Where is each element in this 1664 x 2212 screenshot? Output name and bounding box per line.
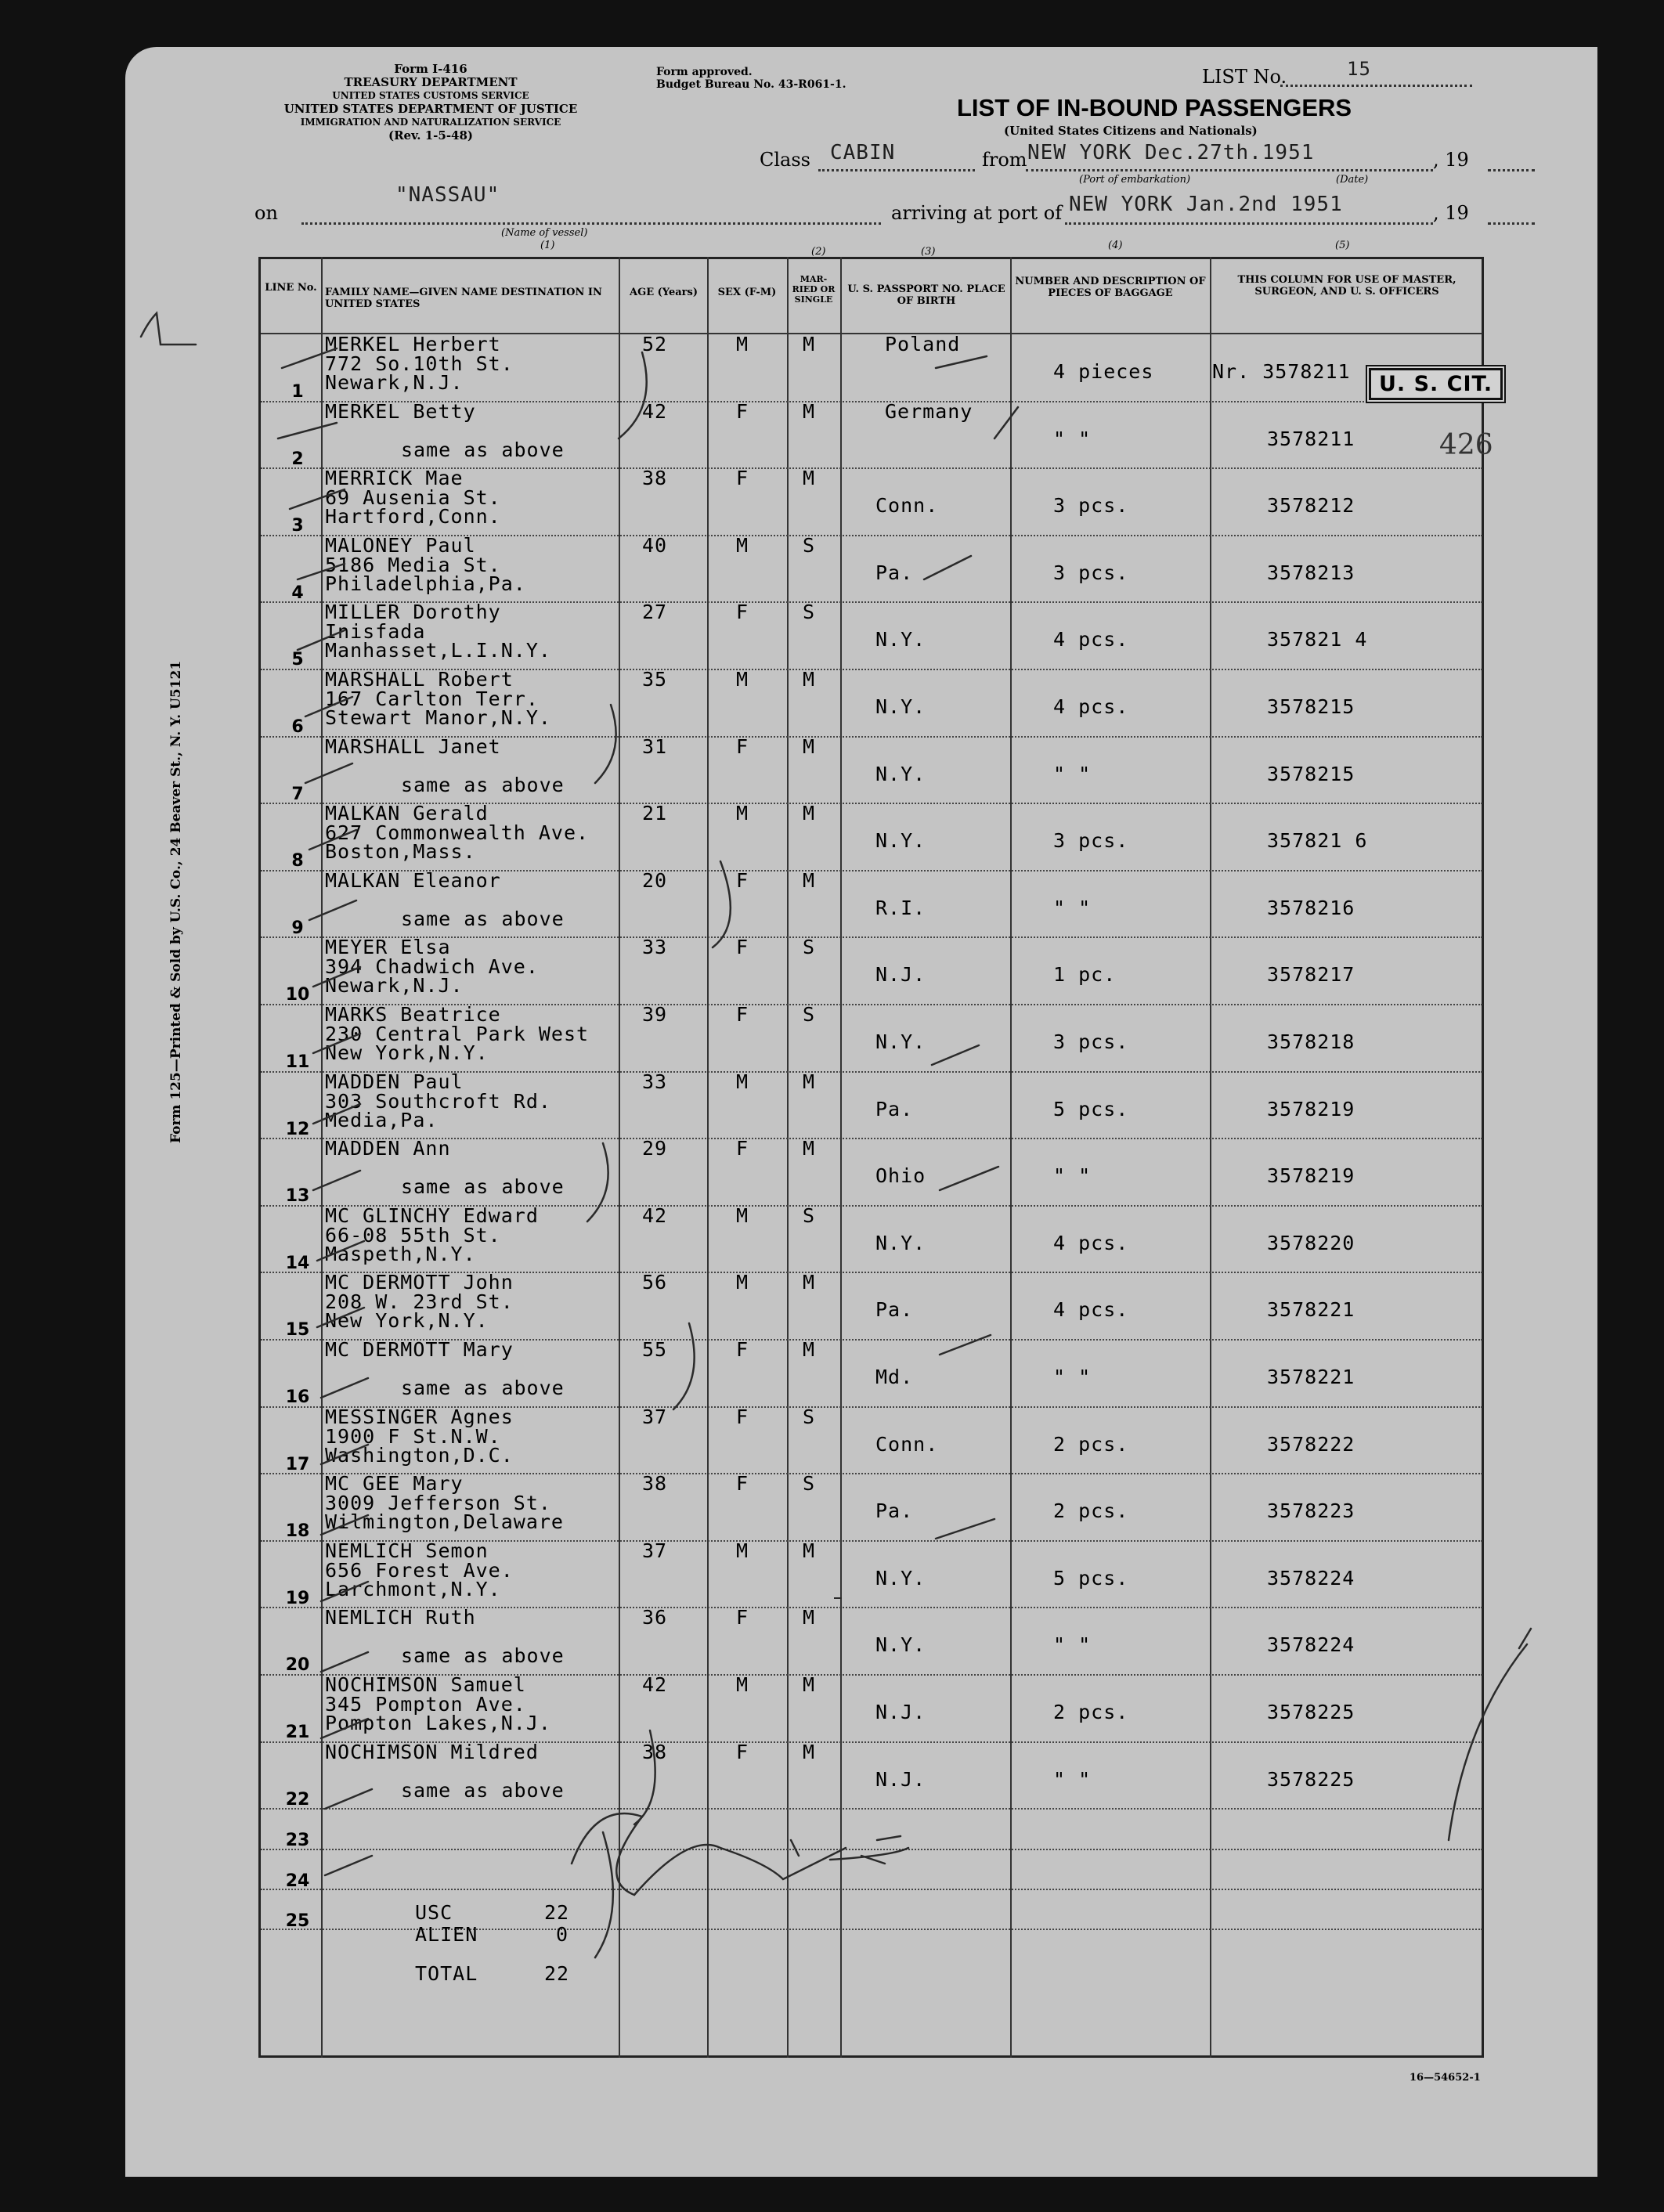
sex-value: M: [736, 802, 749, 825]
baggage-value: " ": [1053, 896, 1092, 919]
address-line-2: New York,N.Y.: [325, 1041, 489, 1064]
passenger-name: MERKEL Betty: [325, 399, 476, 423]
line-number: 4: [291, 583, 304, 603]
birthplace: Germany: [885, 399, 973, 423]
line-number: 20: [285, 1655, 310, 1676]
agency-block: [243, 63, 619, 143]
footer-code: 16—54652-1: [1410, 2072, 1481, 2084]
age-value: 38: [642, 1472, 668, 1496]
passenger-name: MC DERMOTT John: [325, 1271, 514, 1294]
line-number: 19: [285, 1588, 310, 1608]
line-number: 15: [285, 1320, 310, 1341]
sex-value: F: [736, 868, 749, 892]
col-header-officers: THIS COLUMN FOR USE OF MASTER, SURGEON, AND U. S. OFFICERS: [1237, 274, 1456, 298]
sex-value: F: [736, 1137, 749, 1160]
officer-number: 3578211: [1267, 427, 1355, 450]
age-value: 33: [642, 936, 668, 959]
officer-number: 357821 6: [1267, 829, 1368, 853]
passenger-name: MESSINGER Agnes: [325, 1405, 514, 1428]
line-number: 24: [285, 1871, 310, 1891]
age-value: 36: [642, 1606, 668, 1629]
address-line-1: 3009 Jefferson St.: [325, 1492, 551, 1515]
marital-status: S: [803, 936, 816, 959]
address-line-1: 230 Central Park West: [325, 1023, 590, 1045]
sex-value: M: [736, 1271, 749, 1294]
usc-label: USC: [415, 1901, 453, 1924]
marital-status: S: [803, 601, 816, 624]
sex-value: F: [736, 1338, 749, 1361]
age-value: 27: [642, 601, 668, 624]
marital-status: S: [803, 1203, 816, 1227]
officer-number: Nr. 3578211: [1212, 360, 1351, 383]
line-number: 16: [285, 1387, 310, 1407]
us-citizen-stamp: U. S. CIT.: [1369, 368, 1503, 400]
baggage-value: " ": [1053, 1633, 1092, 1657]
passenger-name: MARSHALL Janet: [325, 734, 501, 758]
line-number: 13: [285, 1186, 310, 1207]
sex-value: F: [736, 1740, 749, 1763]
line-number: 18: [285, 1521, 310, 1542]
birthplace: R.I.: [875, 896, 926, 919]
vessel-value: "NASSAU": [395, 183, 500, 207]
age-value: 37: [642, 1405, 668, 1428]
line-number: 2: [291, 449, 304, 469]
birthplace: N.Y.: [875, 695, 926, 718]
marital-status: M: [803, 734, 816, 758]
officer-number: 3578225: [1267, 1701, 1355, 1723]
address-line-1: 1900 F St.N.W.: [325, 1424, 501, 1448]
address-line-1: Inisfada: [325, 620, 426, 644]
doj-label: UNITED STATES DEPARTMENT OF JUSTICE: [283, 102, 578, 116]
marital-status: M: [803, 868, 816, 892]
officer-number: 3578225: [1267, 1767, 1355, 1791]
sex-value: M: [736, 333, 749, 355]
baggage-value: 4 pcs.: [1053, 1298, 1129, 1322]
passenger-name: MILLER Dorothy: [325, 601, 501, 624]
sex-value: F: [736, 1606, 749, 1629]
marital-status: M: [803, 1539, 816, 1562]
customs-label: UNITED STATES CUSTOMS SERVICE: [332, 90, 529, 101]
line-number: 17: [285, 1454, 310, 1474]
address-line-2: same as above: [401, 1175, 565, 1199]
from-label: from: [982, 149, 1027, 171]
baggage-value: 3 pcs.: [1053, 494, 1129, 518]
sex-value: F: [736, 734, 749, 758]
marital-status: M: [803, 1740, 816, 1763]
col-header-name: FAMILY NAME—GIVEN NAME DESTINATION IN UNITED STATES: [325, 287, 602, 310]
age-value: 56: [642, 1271, 668, 1294]
officer-number: 3578221: [1267, 1298, 1355, 1322]
baggage-value: 3 pcs.: [1053, 1030, 1129, 1053]
age-value: 29: [642, 1137, 668, 1160]
line-number: 6: [291, 717, 304, 737]
age-value: 52: [642, 333, 668, 355]
address-line-2: Larchmont,N.Y.: [325, 1577, 501, 1600]
age-value: 33: [642, 1070, 668, 1093]
line-number: 3: [291, 516, 304, 536]
address-line-2: Newark,N.J.: [325, 371, 464, 394]
passenger-name: MADDEN Ann: [325, 1137, 451, 1160]
birthplace: Md.: [875, 1366, 914, 1388]
sex-value: F: [736, 936, 749, 959]
address-line-1: 394 Chadwich Ave.: [325, 955, 539, 979]
birthplace: N.Y.: [875, 762, 926, 785]
marital-status: M: [803, 668, 816, 691]
marital-status: S: [803, 533, 816, 557]
birthplace: N.J.: [875, 963, 926, 987]
address-line-1: 303 Southcroft Rd.: [325, 1089, 551, 1113]
baggage-value: 2 pcs.: [1053, 1499, 1129, 1523]
form-number: Form I-416: [394, 62, 467, 76]
arriving-label: arriving at port of: [891, 202, 1063, 224]
total-value: 22: [544, 1962, 570, 1985]
birthplace: Conn.: [875, 494, 939, 518]
age-value: 38: [642, 1740, 668, 1763]
passenger-name: MC GLINCHY Edward: [325, 1203, 539, 1227]
birthplace: Conn.: [875, 1432, 939, 1456]
officer-number: 3578216: [1267, 896, 1355, 919]
age-value: 42: [642, 1673, 668, 1696]
baggage-value: 4 pcs.: [1053, 1231, 1129, 1254]
col-2-caption: (2): [811, 246, 826, 258]
port-embarkation-caption: (Port of embarkation): [1079, 174, 1191, 186]
rev-label: (Rev. 1-5-48): [388, 128, 474, 143]
age-value: 35: [642, 668, 668, 691]
document-title: LIST OF IN-BOUND PASSENGERS: [957, 94, 1352, 121]
baggage-value: 2 pcs.: [1053, 1432, 1129, 1456]
marital-status: M: [803, 1606, 816, 1629]
col-header-sex: SEX (F-M): [717, 287, 777, 298]
line-number: 12: [285, 1119, 310, 1139]
year-suffix-2: , 19: [1433, 202, 1469, 224]
officer-number: 3578221: [1267, 1366, 1355, 1388]
officer-number: 3578219: [1267, 1097, 1355, 1120]
passenger-name: MC DERMOTT Mary: [325, 1338, 514, 1361]
col-3-caption: (3): [921, 246, 936, 258]
passenger-name: MALONEY Paul: [325, 533, 476, 557]
line-number: 22: [285, 1789, 310, 1810]
col-header-age: AGE (Years): [630, 287, 698, 298]
sex-value: M: [736, 533, 749, 557]
address-line-2: Pompton Lakes,N.J.: [325, 1712, 551, 1734]
passenger-name: MERKEL Herbert: [325, 333, 501, 355]
list-no-label: LIST No.: [1202, 66, 1287, 88]
birthplace: Pa.: [875, 1097, 914, 1120]
marital-status: S: [803, 1405, 816, 1428]
passenger-name: NEMLICH Semon: [325, 1539, 489, 1562]
caption-1: (1): [540, 240, 555, 251]
marital-status: M: [803, 399, 816, 423]
marital-status: M: [803, 1338, 816, 1361]
arriving-value: NEW YORK Jan.2nd 1951: [1069, 193, 1343, 216]
officer-number: 3578212: [1267, 494, 1355, 518]
address-line-2: same as above: [401, 907, 565, 930]
line-number: 10: [285, 985, 310, 1005]
passenger-name: MALKAN Gerald: [325, 802, 489, 825]
officer-number: 3578215: [1267, 762, 1355, 785]
address-line-2: Wilmington,Delaware: [325, 1510, 564, 1534]
officer-number: 3578220: [1267, 1231, 1355, 1254]
officer-number: 357821 4: [1267, 628, 1368, 651]
address-line-2: same as above: [401, 773, 565, 796]
baggage-value: 4 pcs.: [1053, 695, 1129, 718]
address-line-2: same as above: [401, 438, 565, 461]
address-line-2: Boston,Mass.: [325, 840, 476, 864]
address-line-2: same as above: [401, 1644, 565, 1668]
address-line-1: 772 So.10th St.: [325, 352, 514, 375]
birthplace: N.Y.: [875, 628, 926, 651]
caption-4: (4): [1108, 240, 1123, 251]
marital-status: M: [803, 333, 816, 355]
address-line-1: 66-08 55th St.: [325, 1223, 501, 1247]
officer-number: 3578218: [1267, 1030, 1355, 1053]
address-line-2: same as above: [401, 1778, 565, 1802]
officer-number: 3578213: [1267, 561, 1355, 584]
ins-label: IMMIGRATION AND NATURALIZATION SERVICE: [300, 117, 561, 128]
age-value: 37: [642, 1539, 668, 1562]
year-suffix-1: , 19: [1433, 149, 1469, 171]
on-label: on: [254, 202, 278, 224]
form-approved: Form approved.: [656, 66, 753, 78]
sex-value: F: [736, 1405, 749, 1428]
baggage-value: " ": [1053, 1366, 1092, 1388]
age-value: 39: [642, 1003, 668, 1026]
address-line-1: 345 Pompton Ave.: [325, 1693, 526, 1716]
passenger-name: NEMLICH Ruth: [325, 1606, 476, 1629]
birthplace: Pa.: [875, 1298, 914, 1322]
age-value: 20: [642, 868, 668, 892]
address-line-2: Media,Pa.: [325, 1108, 439, 1131]
address-line-1: 627 Commonwealth Ave.: [325, 821, 590, 845]
baggage-value: " ": [1053, 427, 1092, 450]
address-line-1: 5186 Media St.: [325, 553, 501, 576]
baggage-value: 1 pc.: [1053, 963, 1117, 987]
col-header-line-no: LINE No.: [265, 282, 317, 294]
officer-number: 3578217: [1267, 963, 1355, 987]
birthplace: N.Y.: [875, 1231, 926, 1254]
sex-value: M: [736, 1673, 749, 1696]
sex-value: F: [736, 601, 749, 624]
baggage-value: 5 pcs.: [1053, 1566, 1129, 1590]
line-number: 21: [285, 1723, 310, 1742]
address-line-2: Newark,N.J.: [325, 974, 464, 998]
address-line-2: same as above: [401, 1377, 565, 1399]
birthplace: N.Y.: [875, 829, 926, 853]
col-header-baggage: NUMBER AND DESCRIPTION OF PIECES OF BAGGAGE: [1015, 276, 1206, 299]
form-approved-block: [656, 66, 846, 91]
passenger-name: MALKAN Eleanor: [325, 868, 501, 892]
marital-status: M: [803, 467, 816, 490]
sex-value: F: [736, 467, 749, 490]
treasury-label: TREASURY DEPARTMENT: [344, 75, 518, 89]
baggage-value: 3 pcs.: [1053, 561, 1129, 584]
line-number: 8: [291, 851, 304, 871]
usc-value: 22: [544, 1901, 570, 1924]
marital-status: M: [803, 1673, 816, 1696]
age-value: 31: [642, 734, 668, 758]
address-line-2: Hartford,Conn.: [325, 505, 501, 529]
list-no-value: 15: [1347, 58, 1371, 80]
line-number: 1: [291, 382, 304, 402]
passenger-name: MARSHALL Robert: [325, 668, 514, 691]
col-header-passport: U. S. PASSPORT NO. PLACE OF BIRTH: [847, 283, 1005, 307]
birthplace: N.Y.: [875, 1566, 926, 1590]
budget-bureau: Budget Bureau No. 43-R061-1.: [656, 78, 846, 91]
baggage-value: " ": [1053, 1767, 1092, 1791]
document-subtitle: (United States Citizens and Nationals): [1004, 124, 1258, 138]
line-number: 9: [291, 918, 304, 938]
baggage-value: 4 pcs.: [1053, 628, 1129, 651]
passenger-name: MEYER Elsa: [325, 936, 451, 959]
officer-number: 3578222: [1267, 1432, 1355, 1456]
birthplace: N.J.: [875, 1767, 926, 1791]
sex-value: M: [736, 668, 749, 691]
line-number: 25: [285, 1911, 310, 1931]
passenger-name: MC GEE Mary: [325, 1472, 464, 1496]
address-line-2: Manhasset,L.I.N.Y.: [325, 639, 551, 662]
birthplace: Ohio: [875, 1164, 926, 1188]
date-caption: (Date): [1336, 174, 1369, 186]
address-line-1: 656 Forest Ave.: [325, 1558, 514, 1582]
line-number: 7: [291, 784, 304, 804]
marital-status: M: [803, 802, 816, 825]
col-header-married: MAR-RIED OR SINGLE: [792, 274, 836, 305]
class-value: CABIN: [830, 141, 896, 164]
baggage-value: 4 pieces: [1053, 360, 1154, 383]
passenger-name: MERRICK Mae: [325, 467, 464, 490]
birthplace: N.Y.: [875, 1030, 926, 1053]
birthplace: Pa.: [875, 561, 914, 584]
alien-value: 0: [556, 1923, 569, 1946]
officer-number: 3578224: [1267, 1633, 1355, 1657]
from-value: NEW YORK Dec.27th.1951: [1027, 141, 1315, 164]
sex-value: M: [736, 1539, 749, 1562]
marital-status: S: [803, 1003, 816, 1026]
passenger-name: MARKS Beatrice: [325, 1003, 501, 1026]
alien-label: ALIEN: [415, 1923, 478, 1946]
address-line-2: Maspeth,N.Y.: [325, 1242, 476, 1265]
marital-status: M: [803, 1271, 816, 1294]
address-line-1: 167 Carlton Terr.: [325, 687, 539, 710]
sex-value: F: [736, 1472, 749, 1496]
age-value: 38: [642, 467, 668, 490]
birthplace: N.Y.: [875, 1633, 926, 1657]
baggage-value: 3 pcs.: [1053, 829, 1129, 853]
birthplace: Pa.: [875, 1499, 914, 1523]
line-number: 11: [285, 1052, 310, 1072]
line-number: 14: [285, 1253, 310, 1273]
address-line-2: Stewart Manor,N.Y.: [325, 706, 551, 729]
marital-status: M: [803, 1070, 816, 1093]
sex-value: M: [736, 1203, 749, 1227]
marital-status: S: [803, 1472, 816, 1496]
officer-number: 3578224: [1267, 1566, 1355, 1590]
total-label: TOTAL: [415, 1962, 478, 1985]
age-value: 42: [642, 1203, 668, 1227]
class-label: Class: [760, 149, 810, 171]
address-line-1: 208 W. 23rd St.: [325, 1290, 514, 1314]
birthplace: Poland: [885, 333, 961, 355]
officer-number: 3578215: [1267, 695, 1355, 718]
baggage-value: " ": [1053, 762, 1092, 785]
handwritten-426: 426: [1439, 429, 1493, 461]
age-value: 21: [642, 802, 668, 825]
passenger-name: MADDEN Paul: [325, 1070, 464, 1093]
age-value: 42: [642, 399, 668, 423]
sex-value: F: [736, 399, 749, 423]
printer-imprint: Form 125—Printed & Sold by U.S. Co., 24 Beaver St., N. Y. U5121: [168, 660, 184, 1143]
sex-value: M: [736, 1070, 749, 1093]
caption-5: (5): [1335, 240, 1350, 251]
officer-number: 3578223: [1267, 1499, 1355, 1523]
age-value: 55: [642, 1338, 668, 1361]
passenger-name: NOCHIMSON Mildred: [325, 1740, 539, 1763]
line-number: 5: [291, 650, 304, 670]
address-line-2: Philadelphia,Pa.: [325, 572, 526, 595]
baggage-value: 5 pcs.: [1053, 1097, 1129, 1120]
officer-number: 3578219: [1267, 1164, 1355, 1188]
vessel-caption: (Name of vessel): [501, 227, 588, 239]
birthplace: N.J.: [875, 1701, 926, 1723]
marital-status: M: [803, 1137, 816, 1160]
age-value: 40: [642, 533, 668, 557]
sex-value: F: [736, 1003, 749, 1026]
address-line-2: New York,N.Y.: [325, 1309, 489, 1333]
baggage-value: " ": [1053, 1164, 1092, 1188]
line-number: 23: [285, 1831, 310, 1851]
address-line-2: Washington,D.C.: [325, 1443, 514, 1467]
baggage-value: 2 pcs.: [1053, 1701, 1129, 1723]
passenger-name: NOCHIMSON Samuel: [325, 1673, 526, 1696]
address-line-1: 69 Ausenia St.: [325, 486, 501, 510]
